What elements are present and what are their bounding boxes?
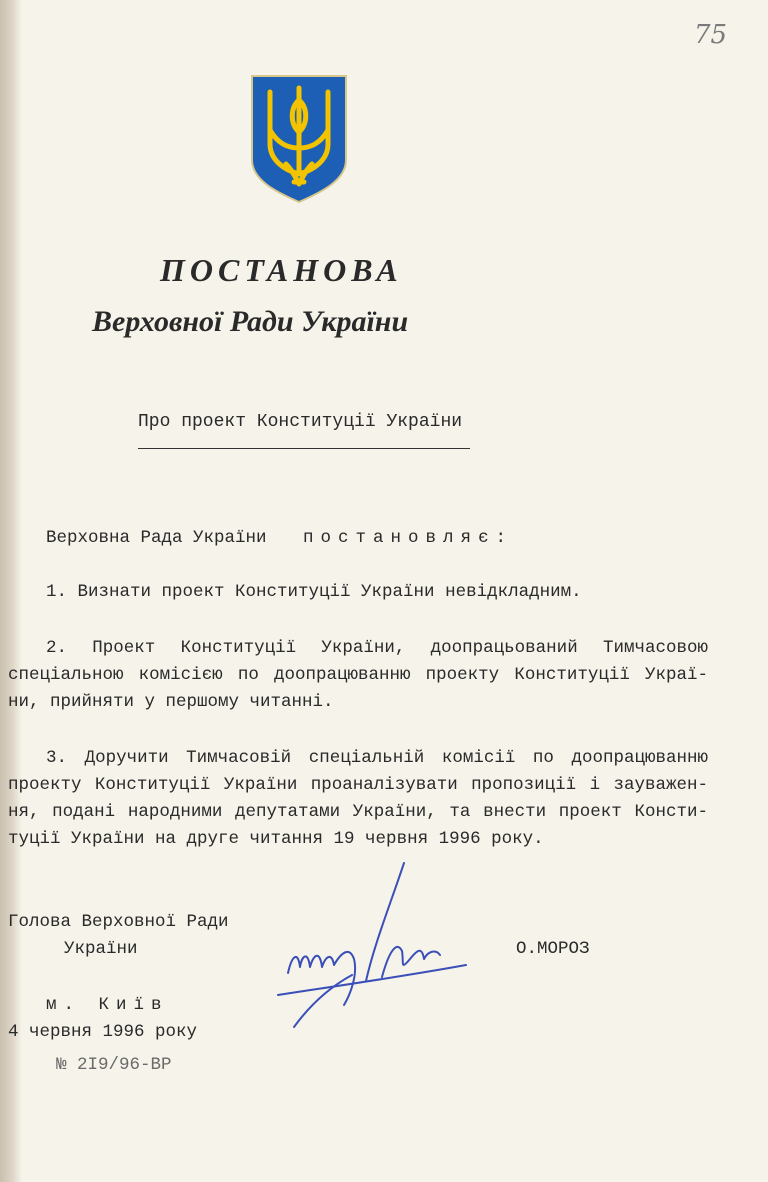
- item-3-line-3: ня, подані народними депутатами України, та внести проект Консти-: [8, 802, 708, 822]
- page-edge-shadow: [0, 0, 22, 1182]
- preamble-body: Верховна Рада України: [46, 528, 267, 548]
- handwritten-signature: [270, 855, 490, 1035]
- document-title: ПОСТАНОВА: [160, 252, 403, 288]
- item-3-line-2: проекту Конституції України проаналізувати пропозиції і зауважен-: [8, 775, 708, 795]
- footer-city: м. Київ: [46, 995, 169, 1015]
- document-subtitle: Верховної Ради України: [92, 305, 409, 338]
- page-number: 75: [694, 20, 728, 50]
- item-1: 1. Визнати проект Конституції України невідкладним.: [46, 582, 582, 602]
- trident-coat-of-arms-icon: [250, 74, 348, 204]
- document-subject: Про проект Конституції України: [138, 412, 470, 449]
- item-3-line-1: 3. Доручити Тимчасовій спеціальній комісії по доопрацюванню: [46, 748, 708, 768]
- item-2-line-3: ни, прийняти у першому читанні.: [8, 692, 334, 712]
- item-2-line-2: спеціальною комісією по доопрацюванню проекту Конституції Украї-: [8, 665, 708, 685]
- item-3-line-4: туції України на друге читання 19 червня 1996 року.: [8, 829, 544, 849]
- footer-number: № 2І9/96-ВР: [56, 1055, 172, 1075]
- signatory-name: О.МОРОЗ: [516, 939, 590, 959]
- footer-date: 4 червня 1996 року: [8, 1022, 198, 1042]
- signatory-position-line-2: України: [64, 939, 138, 959]
- preamble-verb: постановляє:: [303, 528, 514, 548]
- item-2-line-1: 2. Проект Конституції України, доопрацьований Тимчасовою: [46, 638, 708, 658]
- signatory-position-line-1: Голова Верховної Ради: [8, 912, 229, 932]
